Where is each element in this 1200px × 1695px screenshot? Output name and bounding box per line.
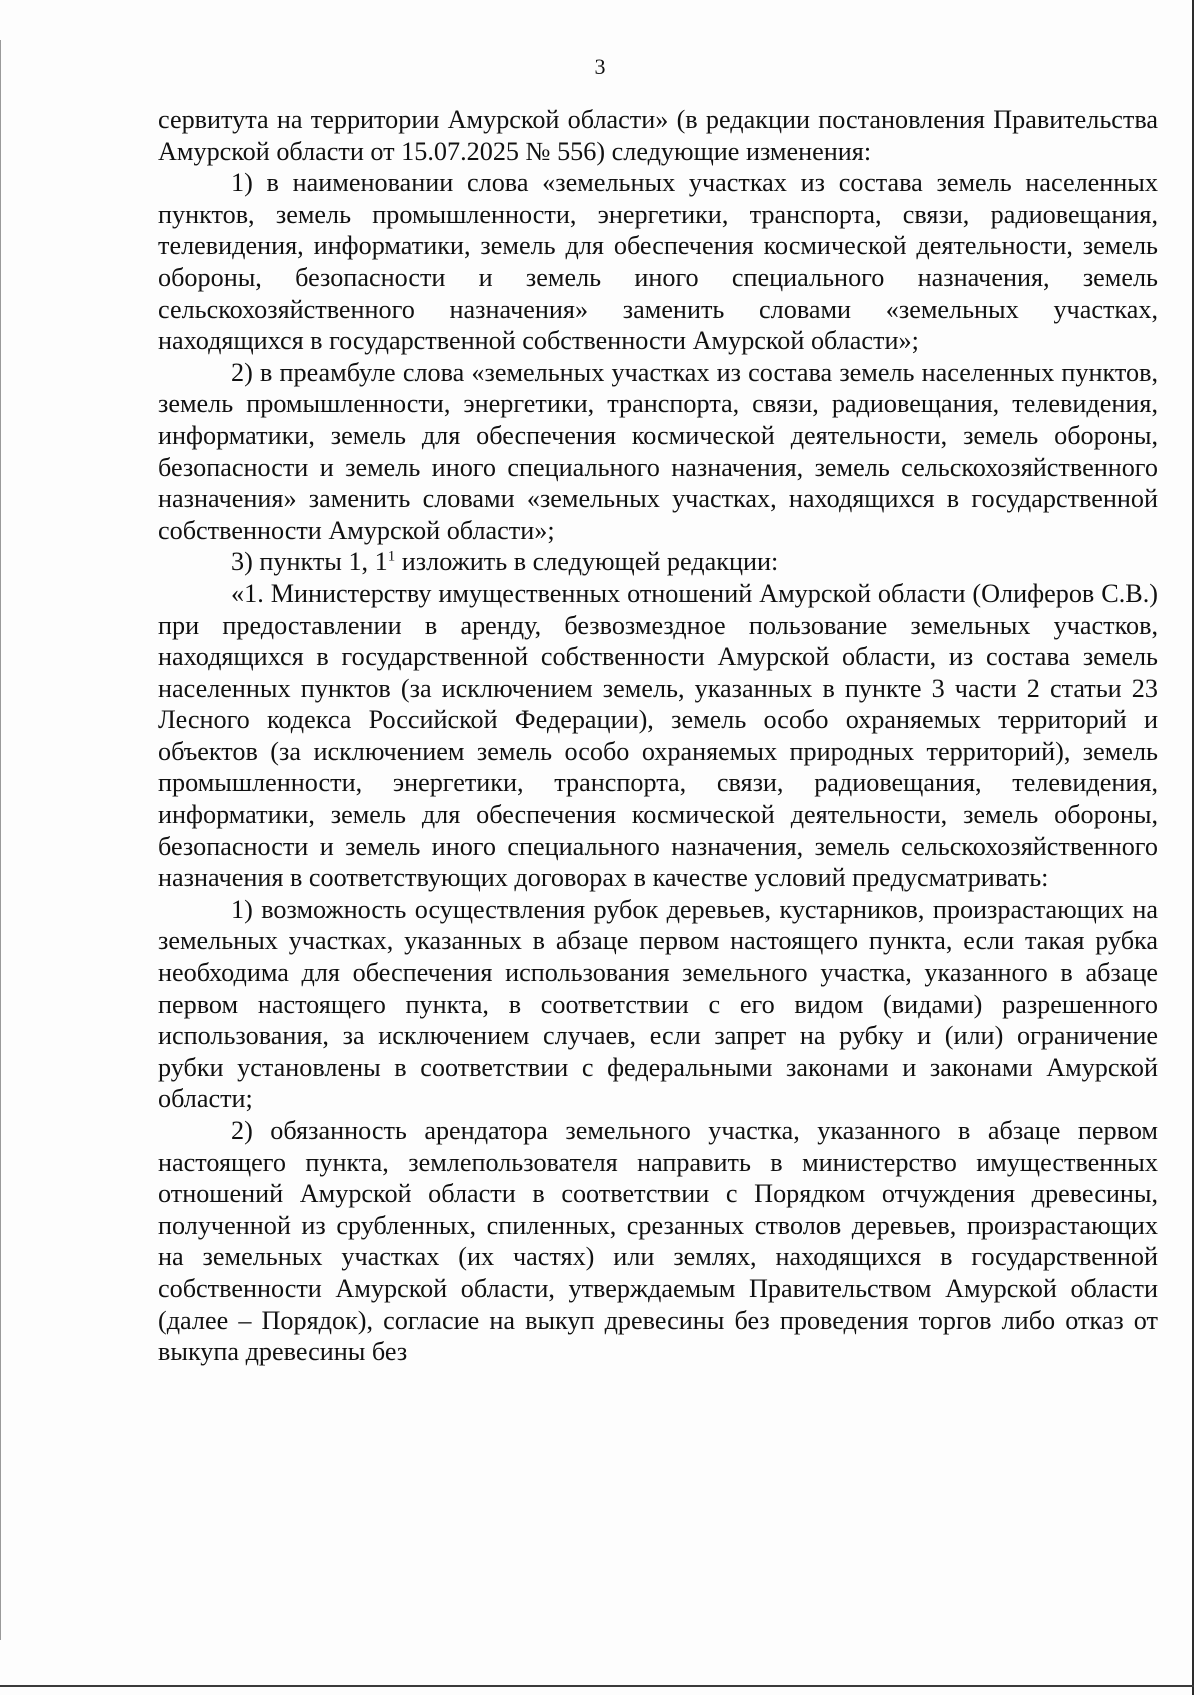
scan-edge-left [0,40,1,1640]
item-3-superscript: 1 [387,548,396,565]
item-3-text-start: 3) пункты 1, 1 [231,547,388,577]
paragraph-continuation: сервитута на территории Амурской области» (в редакции постановления Правительства Амурской области от 15.07.2025 № 556) следующие изменения: [158,105,1158,166]
paragraph-item-1-name: 1) в наименовании слова «земельных участках из состава земель населенных пунктов, земель промышленности, энергетики, транспорта, связи, радиовещания, телевидения, информатики, земель для обеспечения космической деятельности, земель обороны, безопасности и земель иного специального назначения, земель сельскохозяйственного назначения» заменить словами «земельных участках, находящихся в государственной собственности Амурской области»; [158,168,1158,356]
item-3-text-end: изложить в следующей редакции: [395,547,779,577]
paragraph-subpoint-2-obligation: 2) обязанность арендатора земельного участка, указанного в абзаце первом настоящего пункта, землепользователя направить в министерство имущественных отношений Амурской области в соответствии с Порядком отчуждения древесины, полученной из срубленных, спиленных, срезанных стволов деревьев, произрастающих на земельных участках (их частях) или землях, находящихся в государственной собственности Амурской области, утверждаемым Правительством Амурской области (далее – Порядок), согласие на выкуп древесины без проведения торгов либо отказ от выкупа древесины без [158,1116,1158,1367]
paragraph-item-2-preamble: 2) в преамбуле слова «земельных участках из состава земель населенных пунктов, земель промышленности, энергетики, транспорта, связи, радиовещания, телевидения, информатики, земель для обеспечения космической деятельности, земель обороны, безопасности и земель иного специального назначения, земель сельскохозяйственного назначения» заменить словами «земельных участках, находящихся в государственной собственности Амурской области»; [158,357,1158,545]
paragraph-item-3-points [158,546,1158,578]
scan-edge-right [1192,0,1194,1695]
paragraph-point-1-ministry: «1. Министерству имущественных отношений Амурской области (Олиферов С.В.) при предоставлении в аренду, безвозмездное пользование земельных участков, находящихся в государственной собственности Амурской области, из состава земель населенных пунктов (за исключением земель, указанных в пункте 3 части 2 статьи 23 Лесного кодекса Российской Федерации), земель особо охраняемых территорий и объектов (за исключением земель особо охраняемых природных территорий), земель промышленности, энергетики, транспорта, связи, радиовещания, телевидения, информатики, земель для обеспечения космической деятельности, земель обороны, безопасности и земель иного специального назначения, земель сельскохозяйственного назначения в соответствующих договорах в качестве условий предусматривать: [158,578,1158,893]
scan-edge-bottom [0,1685,1194,1687]
paragraph-subpoint-1-felling: 1) возможность осуществления рубок деревьев, кустарников, произрастающих на земельных участках, указанных в абзаце первом настоящего пункта, если такая рубка необходима для обеспечения использования земельного участка, указанного в абзаце первом настоящего пункта, в соответствии с его видом (видами) разрешенного использования, за исключением случаев, если запрет на рубку и (или) ограничение рубки установлены в соответствии с федеральными законами и законами Амурской области; [158,894,1158,1114]
document-body [158,104,1158,1368]
page-number: 3 [594,54,606,79]
